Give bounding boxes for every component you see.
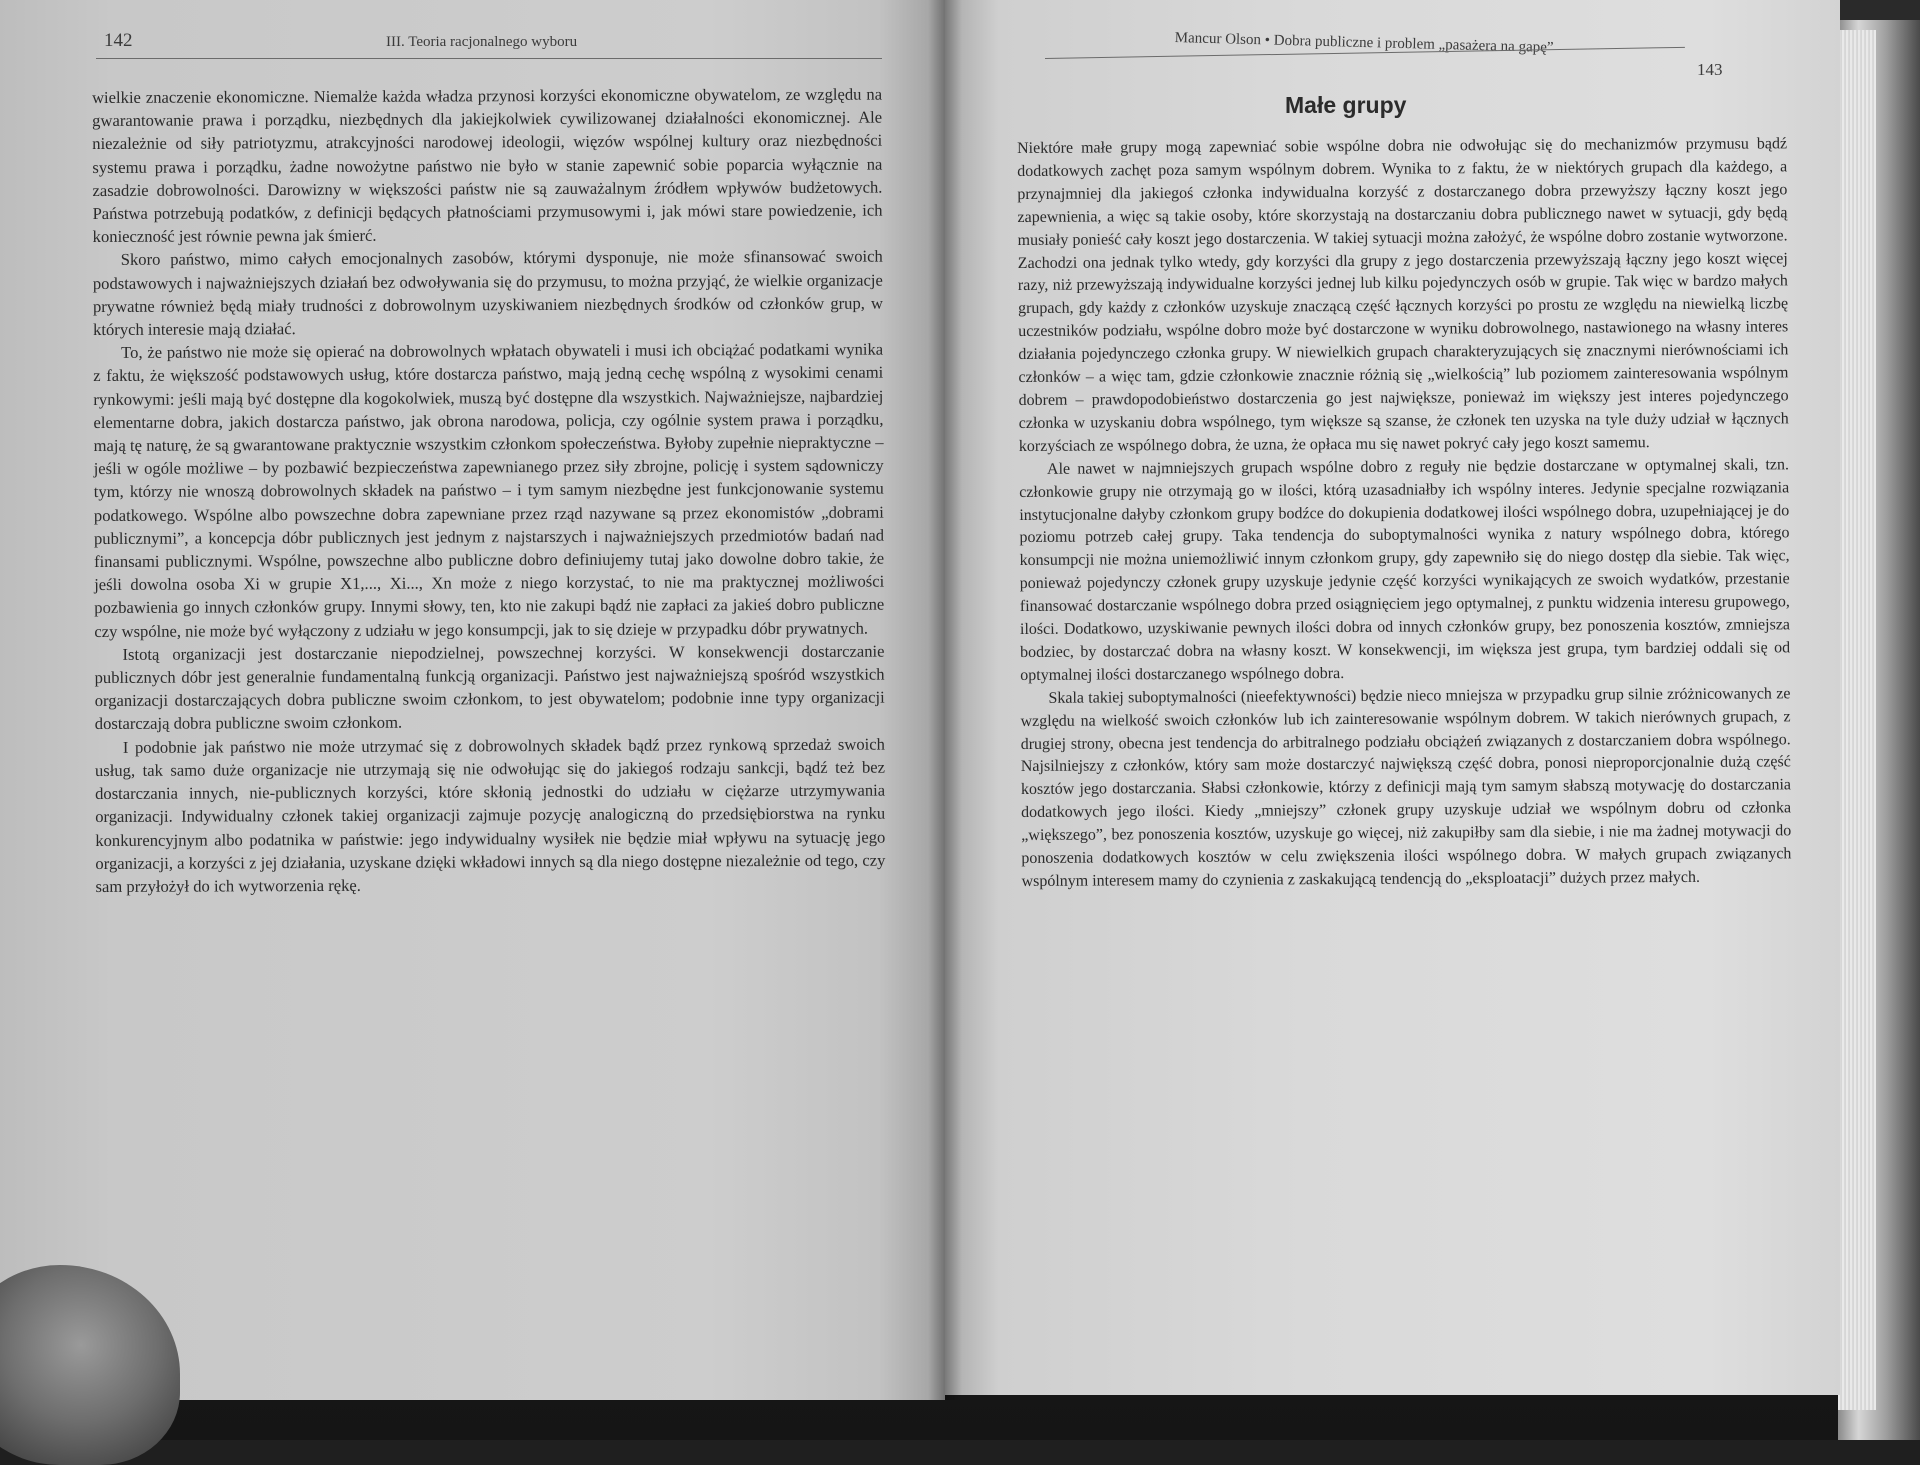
body-text bbox=[1017, 133, 1792, 894]
page-edges bbox=[1838, 30, 1876, 1410]
body-text bbox=[92, 83, 886, 899]
paragraph: Ale nawet w najmniejszych grupach wspólne dobro z reguły nie będzie dostarczane w optymalnej skali, tzn. członkowie grupy nie otrzymają go w ilości, którą uzasadniałby ich wspólny interes. Jedynie specjalne rozwiązania instytucjonalne dałyby członkom grupy bodźce do dokupienia dodatkowej ilości wspólnego dobra, uzupełniającej je do poziomu potrzeb całej grupy. Taka tendencja do suboptymalności wynika z natury wspólnego dobra, którego konsumpcji nie można uniemożliwić innym członkom grupy, gdy zapewniło się do niego dostęp dla siebie. Tak więc, ponieważ pojedynczy członek grupy uzyskuje jedynie część korzyści wynikających ze swoich wydatków, przestanie finansować dostarczanie wspólnego dobra przed osiągnięciem jego optymalnej, z punktu widzenia interesu grupowego, ilości. Dodatkowo, uzyskiwanie pewnych ilości dobra od innych członków grupy, bez ponoszenia kosztów, zmniejsza bodziec, by dostarczać dobra na własny koszt. W konsekwencji, im większa jest grupa, tym bardziej oddali się od optymalnej ilości dostarczanego wspólnego dobra. bbox=[1019, 455, 1791, 684]
paragraph: Istotą organizacji jest dostarczanie niepodzielnej, powszechnej korzyści. W konsekwencji dostarczanie publicznych dóbr jest generalnie fundamentalną funkcją organizacji. Państwo jest najważniejszą spośród wszystkich organizacji dostarczających dobra publiczne swoim członkom, to jest obywatelom; podobnie inne typy organizacji dostarczają dobra publiczne swoim członkom. bbox=[94, 641, 885, 734]
left-page bbox=[0, 0, 945, 1400]
right-page bbox=[945, 0, 1840, 1395]
page-number: 143 bbox=[1697, 60, 1723, 79]
running-head: III. Teoria racjonalnego wyboru bbox=[386, 34, 578, 50]
paragraph: Skala takiej suboptymalności (nieefektywności) będzie nieco mniejsza w przypadku grup silnie zróżnicowanych ze względu na wielkość swoich członków lub ich zainteresowanie wspólnym dobrem. W takich nierównych grupach, z drugiej strony, obecna jest tendencja do arbitralnego podziału obciążeń związanych z dostarczaniem dobra wspólnego. Najsilniejszy z członków, który sam może dostarczyć największą część dobra, ponosi nieproporcjonalnie dużą część kosztów jego dostarczania. Słabsi członkowie, którzy z definicji mają tym samym słabszą motywację do dostarczania dodatkowych jego ilości. Kiedy „mniejszy” członek grupy uzyskuje udział we wspólnym dobru od członka „większego”, bez ponoszenia kosztów, uzyskuje go więcej, niż zakupiłby sam dla siebie, i nie ma żadnej motywacji do ponoszenia dodatkowych kosztów w celu zwiększenia ilości wspólnego dobra. W małych grupach związanych wspólnym interesem mamy do czynienia z zaskakującą tendencją do „eksploatacji” dużych przez małych. bbox=[1020, 685, 1792, 890]
section-title: Małe grupy bbox=[1285, 92, 1407, 118]
paragraph: wielkie znaczenie ekonomiczne. Niemalże każda władza przynosi korzyści ekonomiczne obywatelom, ze względu na gwarantowanie prawa i porządku, niezbędnych dla jakiejkolwiek cywilizowanej działalności ekonomicznej. Ale niezależnie od siły patriotyzmu, atrakcyjności narodowej ideologii, więzów wspólnej kultury oraz niezbędności systemu prawa i porządku, żadne nowożytne państwo nie było w stanie zapewnić sobie poparcia wyłącznie na zasadzie dobrowolności. Darowizny w większości państw nie są zauważalnym źródłem wpływów budżetowych. Państwa potrzebują podatków, z definicji będących płatnościami przymusowymi i, jak mówi stare powiedzenie, ich konieczność jest równie pewna jak śmierć. bbox=[92, 84, 883, 247]
paragraph: Skoro państwo, mimo całych emocjonalnych zasobów, którymi dysponuje, nie może sfinansować swoich podstawowych i najważniejszych działań bez odwoływania się do przymusu, to można przyjąć, że wielkie organizacje prywatne również będą miały trudności z dobrowolnym uzyskiwaniem niezbędnych środków od członków grup, w których interesie mają działać. bbox=[92, 246, 883, 340]
paragraph: Niektóre małe grupy mogą zapewniać sobie wspólne dobra nie odwołując się do mechanizmów przymusu bądź dodatkowych zachęt poza samym wspólnym dobrem. Wynika to z faktu, że w niektórych grupach dla każdego, a przynajmniej dla jakiegoś członka indywidualna korzyść z dostarczanego dobra przewyższy łączny koszt jego zapewnienia, a więc są takie osoby, które skorzystają na dostarczaniu dobra publicznego nawet w sytuacji, gdy będą musiały ponieść cały koszt jego dostarczenia. W takiej sytuacji można założyć, że wspólne dobro zostanie wytworzone. Zachodzi ona jednak tylko wtedy, gdy korzyści dla grupy z jego dostarczenia przewyższają łączny jego koszt więcej razy, niż przewyższają indywidualne korzyści jednej lub kilku pojedynczych osób w grupie. Tak więc w bardzo małych grupach, gdy każdy z członków uzyskuje znaczącą część łącznych korzyści po prostu ze względu na niewielką liczbę uczestników podziału, wspólne dobro może być dostarczone w wyniku dobrowolnego, nastawionego na własny interes działania pojedynczego członka grupy. W niewielkich grupach charakteryzujących się znacznymi nierównościami ich członków – a więc tam, gdzie członkowie znacznie różnią się „wielkością” lub poziomem zainteresowania wspólnym dobrem – prawdopodobieństwo dostarczenia go jest największe, ponieważ im większy jest interes pojedynczego członka w uzyskaniu dobra wspólnego, tym większe są szanse, że członek ten uzyska na tyle duży udział w łącznych korzyściach ze wspólnego dobra, że uzna, że opłaca mu się nawet pokryć cały jego koszt samemu. bbox=[1017, 135, 1789, 455]
paragraph: To, że państwo nie może się opierać na dobrowolnych wpłatach obywateli i musi ich obciążać podatkami wynika z faktu, że większość podstawowych usług, które dostarcza państwo, mają jedną cechę wspólną z wysokimi cenami rynkowymi: jeśli mają być dostępne dla kogokolwiek, muszą być dostępne dla wszystkich. Najważniejsze, najbardziej elementarne dobra, jakich dostarcza państwo, jak obrona narodowa, policja, czy ogólnie system prawa i porządku, mają tę naturę, że są gwarantowane praktycznie wszystkim członkom społeczeństwa. Byłoby zupełnie niepraktyczne – jeśli w ogóle możliwe – by pozbawić bezpieczeństwa zapewnianego przez siły zbrojne, policję i system sądowniczy tym, którzy nie wnoszą dobrowolnych składek na państwo – i tym samym niezbędne jest funkcjonowanie systemu podatkowego. Wspólne albo powszechne dobra zapewniane przez rząd nazywane są przez ekonomistów „dobrami publicznymi”, a koncepcja dóbr publicznych jest jednym z najstarszych i najważniejszych przedmiotów badań nad finansami publicznymi. Wspólne, powszechne albo publiczne dobro definiujemy tutaj jako dowolne dobro takie, że jeśli dowolna osoba Xi w grupie X1,..., Xi..., Xn może z niego korzystać, to nie ma praktycznej możliwości pozbawienia go innych członków grupy. Innymi słowy, ten, kto nie zakupi bądź nie zapłaci za jakieś dobro publiczne czy wspólne, nie może być wyłączony z udziału w jego konsumpcji, jak to się dzieje w przypadku dóbr prywatnych. bbox=[93, 339, 885, 641]
page-number: 142 bbox=[104, 30, 133, 51]
book-gutter-shadow bbox=[928, 0, 962, 1400]
paragraph: I podobnie jak państwo nie może utrzymać się z dobrowolnych składek bądź przez rynkową sprzedaż swoich usług, tak samo duże organizacje nie utrzymają się nie odwołując się do jakiegoś rodzaju sankcji, bądź też bez dostarczania innych, nie-publicznych korzyści, które skłonią jednostki do udziału w ciężarze utrzymywania organizacji. Indywidualny członek takiej organizacji zajmuje pozycję analogiczną do przedsiębiorstwa na rynku konkurencyjnym albo podatnika w państwie: jego indywidualny wysiłek nie będzie miał wpływu na sytuację jego organizacji, a korzyści z jej działania, uzyskane dzięki wkładowi innych są dla niego dostępne niezależnie od tego, czy sam przyłożył do ich wytworzenia rękę. bbox=[94, 734, 886, 896]
running-head: Mancur Olson • Dobra publiczne i problem „pasażera na gapę” bbox=[1174, 30, 1554, 56]
header-rule bbox=[96, 58, 882, 59]
